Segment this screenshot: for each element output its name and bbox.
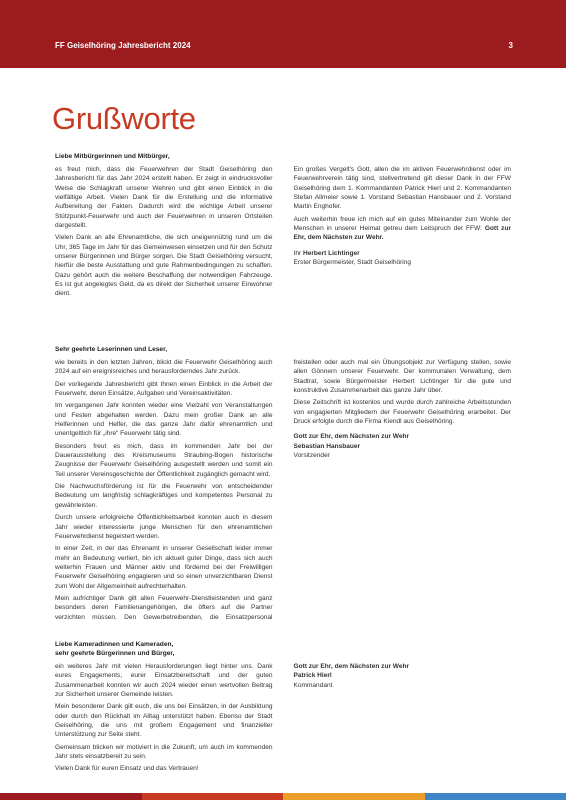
footer-stripe-segment (283, 793, 425, 800)
paragraph: Die Nachwuchsförderung ist für die Feuerwehr von entscheidender Bedeutung um langfristig schlagkräftiges und kompetentes Personal zu gewährleisten. (55, 483, 273, 509)
signature-role: Vorsitzender (293, 452, 330, 460)
salutation: Liebe Mitbürgerinnen und Mitbürger, (55, 153, 170, 160)
motto-text: Gott zur Ehr, dem Nächsten zur Wehr (293, 663, 410, 670)
signature-name: Herbert Lichtinger (302, 249, 360, 257)
paragraph (294, 215, 512, 243)
signature-name-text: Sebastian Hansbauer (293, 442, 361, 450)
salutation (55, 640, 511, 658)
paragraph: Gemeinsam blicken wir motiviert in die Zukunft, um auch im kommenden Jahr stets einsatzbereit zu sein. (55, 743, 273, 761)
paragraph: Besonders freut es mich, dass im kommenden Jahr bei der Dauerausstellung des Kreismuseums Straubing-Bogen historische Zeugnisse der Feuerwehr Geiselhöring ausgestellt werden und somit ein Teil unserer Vereinsgeschichte der Öffentlichkeit zugänglich gemacht wird. (55, 442, 273, 478)
header-bar (0, 0, 566, 68)
greeting-mayor (55, 152, 511, 305)
paragraph: Mein besonderer Dank gilt euch, die uns bei Einsätzen, in der Ausbildung oder durch den Rückhalt im Alltag unterstützt haben. Ebenso der Stadt Geiselhöring, die uns mit großem Engagement und finanzieller Unterstützung zur Seite steht. (55, 703, 273, 739)
paragraph-text: Auch weiterhin freue ich mich auf ein gutes Miteinander zum Wohle der Menschen in unserer Heimat getreu dem Leitspruch der FFW: (293, 215, 511, 233)
paragraph: Im vergangenen Jahr konnten wieder eine Vielzahl von Veranstaltungen und Festen abgehalten werden. Dazu mein großer Dank an alle Helferinnen und Helfer, die das ganze Jahr dafür ehrenamtlich und unentgeltlich für „ihre“ Feuerwehr tätig sind. (55, 402, 273, 438)
page-title: Grußworte (52, 101, 196, 136)
salutation-line-2: sehr geehrte Bürgerinnen und Bürger, (55, 650, 175, 657)
signature-name-text: Patrick Hierl (293, 672, 332, 680)
paragraph: Vielen Dank für euren Einsatz und das Vertrauen! (55, 765, 199, 773)
signature-role: Erster Bürgermeister, Stadt Geiselhöring (293, 259, 412, 267)
paragraph: Der vorliegende Jahresbericht gibt Ihnen einen Einblick in die Arbeit der Feuerwehr, deren Einsätze, Aufgaben und Vereinsaktivitäten. (55, 380, 273, 398)
paragraph: es freut mich, dass die Feuerwehren der Stadt Geiselhöring den Jahresbericht für das Jahr 2024 erstellt haben. Er zeigt in eindrucksvoller Weise die Schlagkraft unserer Wehren und gibt einen Einblick in die vielfältige Arbeit. Vielen Dank für die Erstellung und die informative Aufbereitung der Fakten. Dadurch wird die wichtige Arbeit unserer Stützpunkt-Feuerwehr und auch der Feuerwehren in unseren Ortsteilen dargestellt. (55, 166, 273, 230)
footer-stripe-segment (0, 793, 142, 800)
greeting-commander (55, 640, 511, 774)
paragraph: ein weiteres Jahr mit vielen Herausforderungen liegt hinter uns. Dank eures Engagements, eurer Einsatzbereitschaft und der guten Zusammenarbeit konnten wir auch 2024 wieder einen wertvollen Beitrag zur Sicherheit unserer Gemeinde leisten. (55, 663, 273, 699)
salutation: Sehr geehrte Leserinnen und Leser, (55, 346, 168, 353)
greeting-body (55, 165, 511, 305)
greeting-body (55, 358, 511, 626)
page-number: 3 (508, 41, 513, 50)
signature-line (294, 249, 512, 258)
paragraph: wie bereits in den letzten Jahren, blickt die Feuerwehr Geiselhöring auch 2024 auf ein ereignisreiches und herausforderndes Jahr zurück. (55, 359, 273, 376)
motto (294, 662, 512, 671)
footer-color-stripe (0, 793, 566, 800)
paragraph: Ein großes Vergelt's Gott, allen die im aktiven Feuerwehrdienst oder im Feuerwehrverein tätig sind, stellvertretend gilt dieser Dank in der FFW Geiselhöring dem 1. Kommandanten Patrick Hierl und 2. Kommandanten Stefan Allmeier sowie 1. Vorstand Sebastian Hansbauer und 2. Vorstand Martin Enghofer. (293, 166, 511, 211)
paragraph: Diese Zeitschrift ist kostenlos und wurde durch zahlreiche Arbeitsstunden von engagierten Mitgliedern der Feuerwehr Geiselhöring erarbeitet. Der Druck erfolgte durch die Firma Kiendl aus Geiselhöring. (293, 399, 511, 426)
footer-stripe-segment (425, 793, 566, 800)
greeting-chairman (55, 345, 511, 626)
footer-stripe-segment (142, 793, 284, 800)
paragraph: Durch unsere erfolgreiche Öffentlichkeitsarbeit konnten auch in diesem Jahr wieder interessierte junge Menschen für den ehrenamtlichen Feuerwehrdienst begeistert werden. (55, 514, 273, 540)
motto (294, 432, 512, 441)
greeting-body (55, 662, 511, 774)
paragraph: Vielen Dank an alle Ehrenamtliche, die sich uneigennützig rund um die Uhr, 365 Tage im Jahr für das Gemeinwesen einsetzen und für den Schutz unserer Bürgerinnen und Bürger sorgen. Die Stadt Geiselhöring versucht, hierfür die beste Ausstattung und gute Rahmenbedingungen zu schaffen. Dazu gehört auch die weitere Beschaffung der notwendigen Fahrzeuge. Es ist gut angelegtes Geld, da es direkt der Sicherheit unserer Einwohner dient. (55, 234, 273, 298)
signature-name (294, 671, 512, 680)
signature-name (294, 442, 512, 451)
signature-prefix: Ihr (293, 249, 303, 257)
signature-role: Kommandant (293, 681, 333, 689)
paragraph: In einer Zeit, in der das Ehrenamt in unserer Gesellschaft leider immer mehr an Bedeutung verliert, bin ich aktuell guter Dinge, dass sich auch weiterhin Frauen und Männer aktiv und fördernd bei der Freiwilligen Feuerwehr Geiselhöring engagieren und so einen unverzichtbaren Dienst zum Wohl der Allgemeinheit aufrechterhalten. (55, 545, 273, 590)
paragraph: Mein aufrichtiger Dank gilt allen Feuerwehr-Dienstleistenden und ganz besonders deren Familienangehörigen, die öfters auf die Partner verzichten müssen. Den Gewerbetreibenden, die Einsatzpersonal freistellen oder auch mal ein Übungsobjekt zur Verfügung stellen, sowie allen Gönnern unserer Feuerwehr. Der kommunalen Verwaltung, dem Stadtrat, sowie Bürgermeister Herbert Lichtinger für die gute und konstruktive Zusammenarbeit das ganze Jahr über. (55, 359, 511, 621)
header-title: FF Geiselhöring Jahresbericht 2024 (55, 41, 191, 50)
salutation-line-1: Liebe Kameradinnen und Kameraden, (55, 641, 174, 648)
motto-text: Gott zur Ehr, dem Nächsten zur Wehr (293, 433, 410, 441)
motto: Gott zur Ehr, dem Nächsten zur Wehr. (293, 225, 511, 242)
